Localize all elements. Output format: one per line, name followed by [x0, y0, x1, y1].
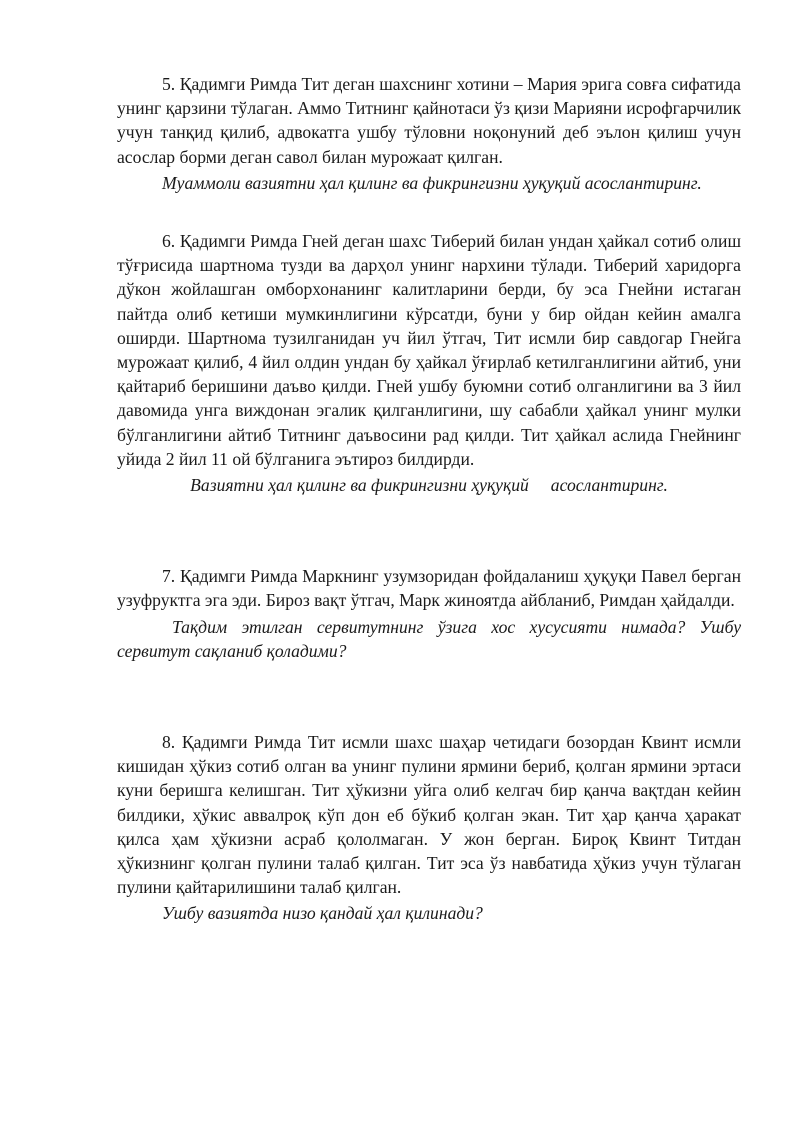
task-8 [117, 730, 741, 926]
task-5-text: 5. Қадимги Римда Тит деган шахснинг хотини – Мария эрига совға сифатида унинг қарзини тўлаган. Аммо Титнинг қайнотаси ўз қизи Марияни исрофгарчилик учун танқид қилиб, адвокатга ушбу тўловни ноқонуний деб эълон қилиш учун асослар борми деган савол билан мурожаат қилган. [117, 74, 741, 167]
task-6 [117, 229, 741, 497]
task-6-text: 6. Қадимги Римда Гней деган шахс Тиберий билан ундан ҳайкал сотиб олиш тўғрисида шартнома тузди ва дарҳол унинг нархини тўлади. Тиберий харидорга дўкон жойлашган омборхонанинг калитларини берди, бу эса Гнейни истаган пайтда олиб кетиши мумкинлигини кўрсатди, буни у бир ойдан кейин амалга оширди. Шартнома тузилганидан уч йил ўтгач, Тит исмли бир савдогар Гнейга мурожаат қилиб, 4 йил олдин ундан бу ҳайкал ўғирлаб кетилганлигини айтиб, уни қайтариб беришини даъво қилди. Гней ушбу буюмни сотиб олганлигини ва 3 йил давомида унга виждонан эгалик қилганлигини, шу сабабли ҳайкал унинг мулки бўлганлигини айтиб Титнинг даъвосини рад қилди. Тит ҳайкал аслида Гнейнинг уйида 2 йил 11 ой бўлганига эътироз билдирди. [117, 231, 741, 469]
task-7-question: Тақдим этилган сервитутнинг ўзига хос хусусияти нимада? Ушбу сервитут сақланиб қоладими? [117, 616, 741, 661]
task-6-question: Вазиятни ҳал қилинг ва фикрингизни ҳуқуқий асослантиринг. [190, 475, 668, 496]
document-page [117, 72, 741, 926]
task-7-text: 7. Қадимги Римда Маркнинг узумзоридан фойдаланиш ҳуқуқи Павел берган узуфруктга эга эди. Бироз вақт ўтгач, Марк жиноятда айбланиб, Римдан ҳайдалди. [117, 566, 741, 611]
task-7 [117, 564, 741, 663]
task-8-question: Ушбу вазиятда низо қандай ҳал қилинади? [162, 903, 483, 924]
task-5-question: Муаммоли вазиятни ҳал қилинг ва фикрингизни ҳуқуқий асослантиринг. [162, 172, 702, 193]
task-8-text: 8. Қадимги Римда Тит исмли шахс шаҳар четидаги бозордан Квинт исмли кишидан ҳўкиз сотиб олган ва унинг пулини ярмини бериб, қолган ярмини эртаси куни беришга келишган. Тит ҳўкизни уйга олиб келгач бир қанча вақтдан кейин билдики, ҳўкис аввалроқ кўп дон еб бўкиб қолган экан. Тит ҳар қанча ҳаракат қилса ҳам ҳўкизни асраб қололмаган. У жон берган. Бироқ Квинт Титдан ҳўкизнинг қолган пулини талаб қилган. Тит эса ўз навбатида ҳўкиз учун тўлаган пулини қайтарилишини талаб қилган. [117, 732, 741, 898]
task-5 [117, 72, 741, 195]
